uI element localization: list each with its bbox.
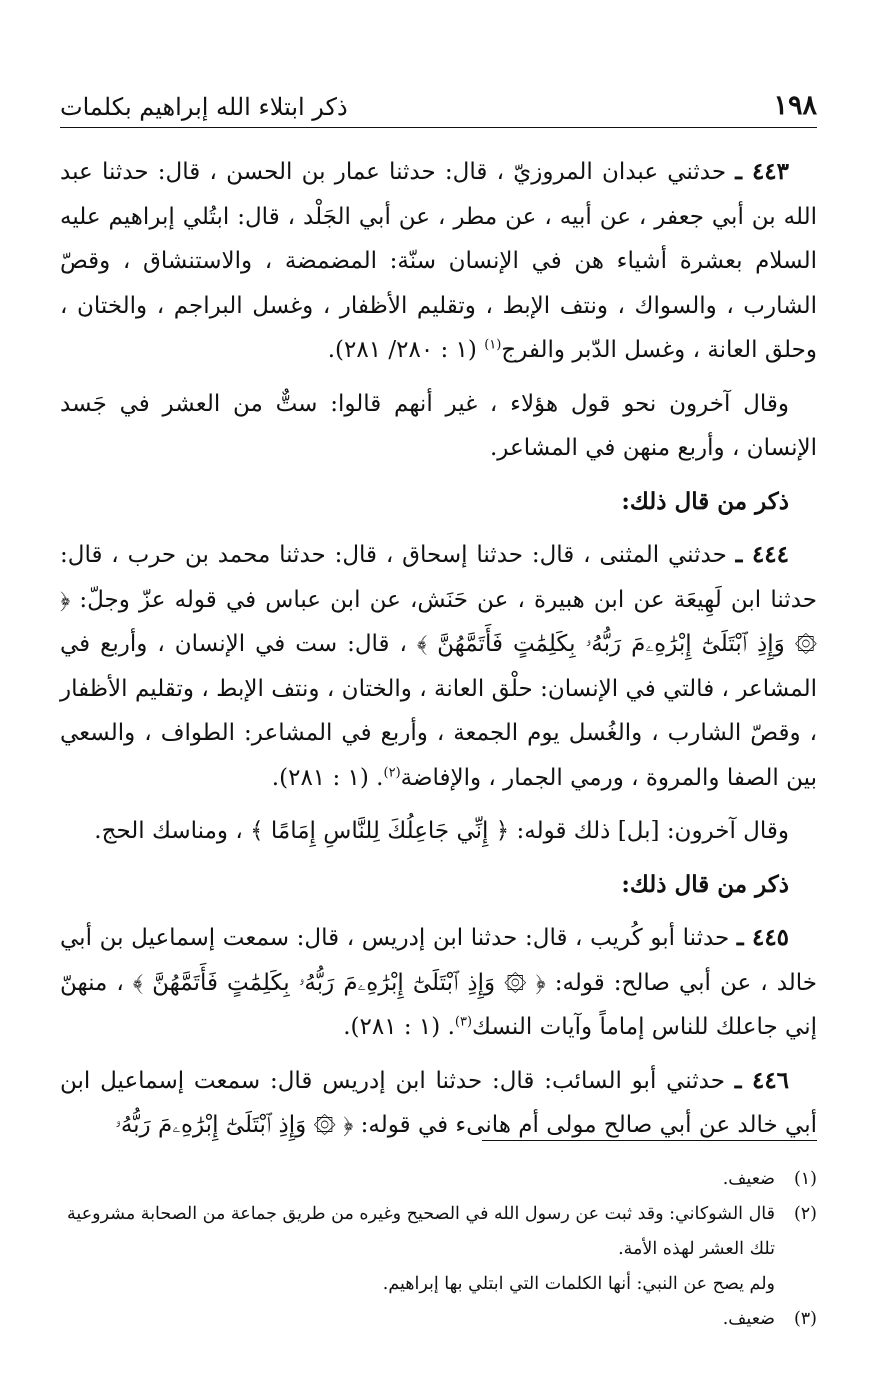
footnote-ref: (٢) xyxy=(383,764,401,780)
hadith-446 xyxy=(60,1059,817,1148)
citation: . (١ : ٢٨١). xyxy=(343,1014,455,1040)
quran-verse: ﴿ إِنِّي جَاعِلُكَ لِلنَّاسِ إِمَامًا ﴾ xyxy=(250,818,510,844)
footnote-3 xyxy=(60,1302,817,1337)
quran-verse: ﴿ ۞ وَإِذِ ٱبْتَلَىٰٓ إِبْرَٰهِۦمَ رَبُّهُۥ بِكَلِمَٰتٍ فَأَتَمَّهُنَّ ﴾ xyxy=(132,969,546,996)
paragraph-text: وقال آخرون: [بل] ذلك قوله: xyxy=(516,818,789,844)
paragraph-others-2 xyxy=(60,809,817,854)
page-number: ١٩٨ xyxy=(773,90,817,121)
running-title: ذكر ابتلاء الله إبراهيم بكلمات xyxy=(60,93,348,121)
citation: (١ : ٢٨٠/ ٢٨١). xyxy=(327,337,485,363)
hadith-445 xyxy=(60,916,817,1050)
footnotes xyxy=(60,1162,817,1337)
section-heading: ذكر من قال ذلك: xyxy=(621,487,789,515)
footnote-2 xyxy=(60,1197,817,1267)
hadith-text: حدثني المثنى ، قال: حدثنا إسحاق ، قال: حدثنا محمد بن حرب ، قال: حدثنا ابن لَهِيعَة عن ابن هبيرة ، عن حَنَش، عن ابن عباس في قوله عزّ وجلّ: xyxy=(60,542,817,613)
footnote-2-continued xyxy=(60,1267,817,1302)
footnote-divider xyxy=(482,1140,817,1141)
footnote-ref: (١) xyxy=(484,337,502,353)
quran-verse: ﴿ ۞ وَإِذِ ٱبْتَلَىٰٓ إِبْرَٰهِۦمَ رَبُّهُۥ بِكَلِمَٰتٍ فَأَتَمَّهُنَّ ﴾ xyxy=(60,586,818,657)
footnote-number: (١) xyxy=(793,1169,817,1189)
hadith-443 xyxy=(60,150,817,373)
hadith-number: ٤٤٦ ـ xyxy=(734,1066,790,1094)
hadith-text: ، قال: ست في الإنسان ، وأربع في المشاعر ، فالتي في الإنسان: حلْق العانة ، والختان ، ونتف الإبط ، وتقليم الأظفار ، وقصّ الشارب ، والغُسل يوم الجمعة ، وأربع في المشاعر: الطواف ، والسعي بين الصفا والمروة ، ورمي الجمار ، والإفاضة xyxy=(60,631,817,791)
footnote-text: ولم يصح عن النبي: أنها الكلمات التي ابتلي بها إبراهيم. xyxy=(382,1274,775,1294)
paragraph-text: ، ومناسك الحج. xyxy=(94,818,243,844)
main-text xyxy=(60,150,817,1157)
hadith-444 xyxy=(60,533,817,800)
footnote-ref: (٣) xyxy=(454,1014,473,1030)
hadith-text: حدثني أبو السائب: قال: حدثنا ابن إدريس قال: سمعت إسماعيل ابن أبي خالد عن أبي صالح مولى أم هانىء في قوله: xyxy=(60,1067,817,1138)
section-heading: ذكر من قال ذلك: xyxy=(621,870,789,898)
footnote-number: (٣) xyxy=(793,1309,817,1329)
hadith-text: حدثنا أبو كُريب ، قال: حدثنا ابن إدريس ، قال: سمعت إسماعيل بن أبي خالد ، عن أبي صالح: قوله: xyxy=(60,925,818,996)
hadith-number: ٤٤٥ ـ xyxy=(736,924,790,951)
footnote-text: ضعيف. xyxy=(722,1309,775,1329)
quran-verse: ﴿ ۞ وَإِذِ ٱبْتَلَىٰٓ إِبْرَٰهِۦمَ رَبُّهُۥ xyxy=(115,1112,354,1138)
footnote-number: (٢) xyxy=(793,1204,817,1224)
footnote-1 xyxy=(60,1162,817,1197)
footnote-text: ضعيف. xyxy=(722,1169,775,1189)
hadith-text: ، منهنّ إني جاعلك للناس إماماً وآيات النسك xyxy=(60,969,817,1040)
paragraph-others-1: وقال آخرون نحو قول هؤلاء ، غير أنهم قالوا: ستٌّ من العشر في جَسد الإنسان ، وأربع منهن في المشاعر. xyxy=(60,390,817,461)
hadith-number: ٤٤٣ ـ xyxy=(735,158,790,185)
page-header xyxy=(60,86,817,128)
hadith-text: حدثني عبدان المروزيّ ، قال: حدثنا عمار بن الحسن ، قال: حدثنا عبد الله بن أبي جعفر ، عن أبيه ، عن مطر ، عن أبي الجَلْد ، قال: ابتُلي إبراهيم عليه السلام بعشرة أشياء هن في الإنسان سنّة: المضمضة ، والاستنشاق ، وقصّ الشارب ، والسواك ، ونتف الإبط ، وتقليم الأظفار ، وغسل البراجم ، والختان ، وحلق العانة ، وغسل الدّبر والفرج xyxy=(60,159,817,363)
citation: . (١ : ٢٨١). xyxy=(271,764,384,791)
hadith-number: ٤٤٤ ـ xyxy=(735,541,789,568)
footnote-text: قال الشوكاني: وقد ثبت عن رسول الله في الصحيح وغيره من طريق جماعة من الصحابة مشروعية تلك العشر لهذه الأمة. xyxy=(67,1204,775,1259)
